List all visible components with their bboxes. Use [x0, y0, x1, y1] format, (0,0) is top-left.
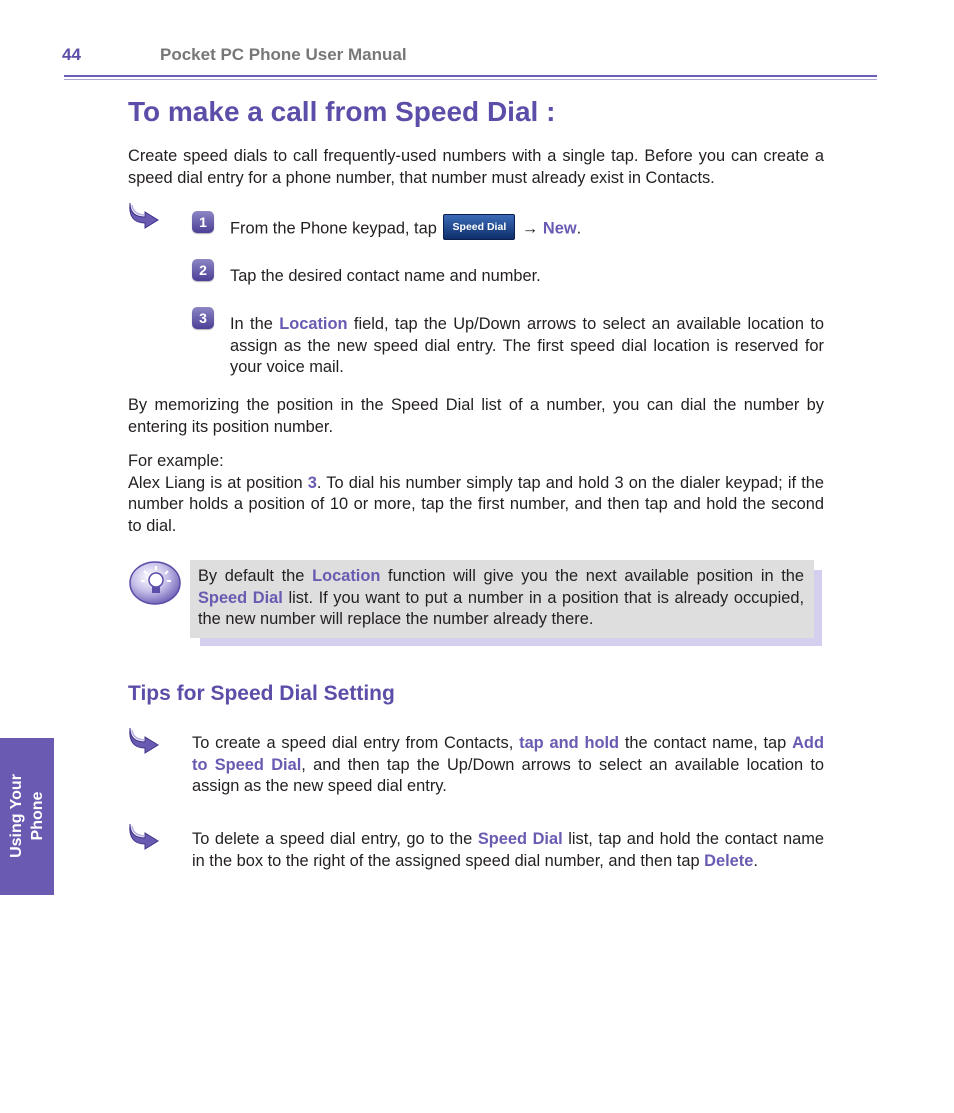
step-1-text	[230, 218, 824, 240]
header-divider	[64, 75, 877, 77]
page-number: 44	[62, 45, 81, 64]
delete-link[interactable]: Delete	[704, 851, 754, 870]
tip-2-middle: list, tap and hold the contact name in the box to the right of the assigned speed dial number, and then tap	[192, 830, 824, 870]
step-2-badge: 2	[192, 259, 214, 281]
note-before: By default the	[198, 567, 305, 585]
tip-1-middle: the contact name, tap	[624, 734, 787, 752]
step-3-text	[230, 314, 824, 379]
step-3-before: In the	[230, 315, 273, 333]
note-after: list. If you want to put a number in a position that is already occupied, the new number will replace the number already there.	[198, 588, 804, 628]
curved-arrow-icon	[127, 724, 161, 754]
section-heading: To make a call from Speed Dial :	[128, 96, 556, 127]
tip-2-speed-dial-link[interactable]: Speed Dial	[477, 830, 563, 848]
tip-1-text	[192, 733, 824, 798]
tips-heading: Tips for Speed Dial Setting	[128, 682, 395, 705]
manual-title: Pocket PC Phone User Manual	[160, 45, 407, 64]
tip-1-after: , and then tap the Up/Down arrows to select an available location to assign as the new speed dial entry.	[192, 755, 825, 795]
step-2-text: Tap the desired contact name and number.	[230, 267, 541, 285]
tip-2-after: .	[753, 851, 758, 870]
chapter-tab-line2: Phone	[29, 791, 46, 841]
example-label: For example:	[128, 452, 224, 470]
example-paragraph	[128, 451, 824, 537]
tip-2-text	[192, 829, 824, 872]
note-text	[198, 566, 804, 631]
chapter-tab-label	[6, 774, 48, 858]
step-1-after: .	[576, 219, 582, 238]
step-1-arrow: →	[521, 219, 539, 238]
tip-1-before: To create a speed dial entry from Contacts,	[192, 734, 514, 752]
step-3-badge: 3	[192, 307, 214, 329]
note-location-link: Location	[312, 567, 381, 585]
speed-dial-button[interactable]: Speed Dial	[443, 214, 515, 240]
step-3-after: field, tap the Up/Down arrows to select an available location to assign as the new speed dial entry. The first speed dial location is reserved for your voice mail.	[230, 315, 824, 376]
tip-2-before: To delete a speed dial entry, go to the	[192, 830, 473, 848]
location-field-link: Location	[279, 315, 348, 333]
example-after: . To dial his number simply tap and hold 3 on the dialer keypad; if the number holds a position of 10 or more, tap the first number, and then tap and hold the second to dial.	[128, 473, 824, 535]
note-middle: function will give you the next available position in the	[388, 567, 805, 585]
add-to-speed-dial-link[interactable]: Add to Speed Dial	[192, 734, 824, 774]
note-speed-dial-link: Speed Dial	[198, 588, 283, 607]
lightbulb-icon	[128, 560, 182, 606]
example-before: Alex Liang is at position	[128, 473, 303, 492]
tip-1-tap-hold: tap and hold	[519, 734, 620, 752]
step-1-before: From the Phone keypad, tap	[230, 219, 437, 238]
step-1-badge: 1	[192, 211, 214, 233]
chapter-tab-line1: Using Your	[8, 774, 25, 858]
header-divider-thin	[64, 79, 877, 80]
curved-arrow-icon	[127, 199, 161, 229]
new-menu-link[interactable]: New	[542, 219, 577, 238]
intro-paragraph: Create speed dials to call frequently-used numbers with a single tap. Before you can create a speed dial entry for a phone number, that number must already exist in Contacts.	[128, 147, 824, 187]
curved-arrow-icon	[127, 820, 161, 850]
example-position: 3	[307, 473, 317, 492]
chapter-tab	[0, 738, 54, 895]
memorize-paragraph: By memorizing the position in the Speed Dial list of a number, you can dial the number by entering its position number.	[128, 396, 824, 436]
